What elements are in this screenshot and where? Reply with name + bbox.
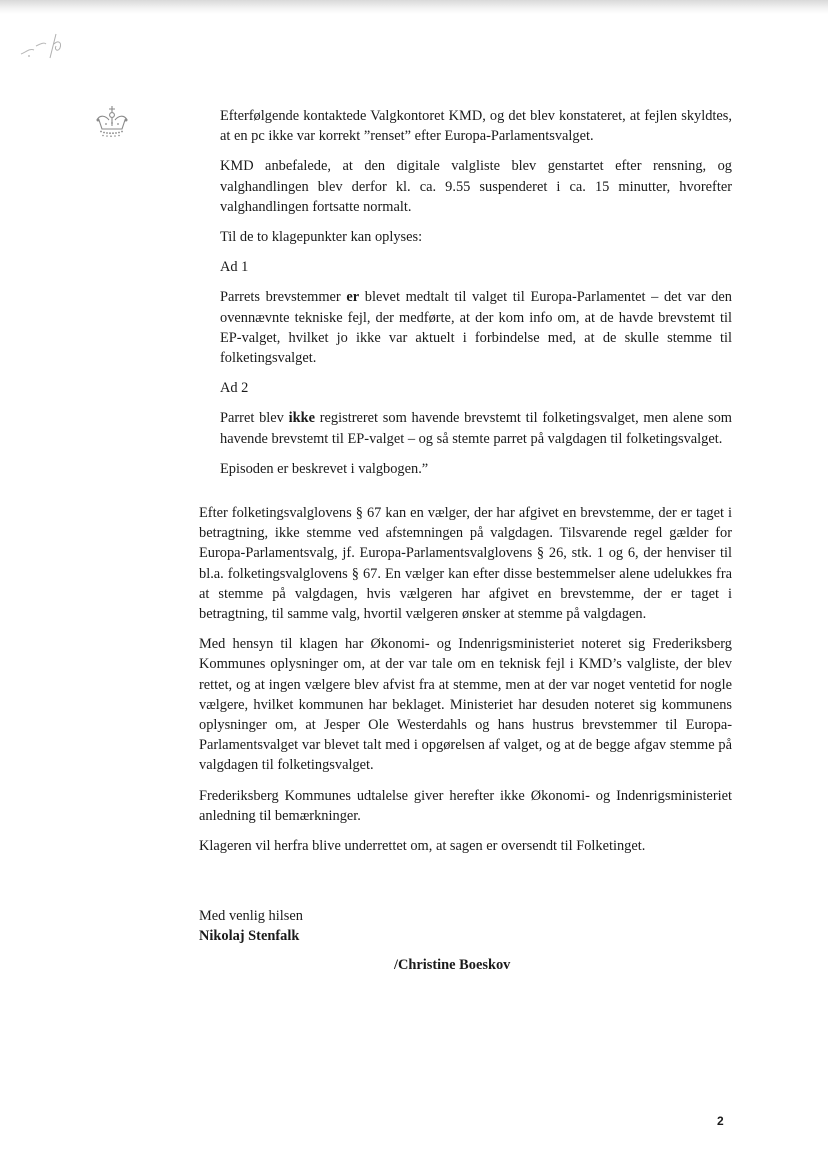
body-paragraph: Med hensyn til klagen har Økonomi- og Indenrigsministeriet noteret sig Frederiksberg Kommunes oplysninger om, at der var tale om en teknisk fejl i KMD’s valgliste, der blev rettet, og at ingen vælgere blev afvist fra at stemme, men at der var noget ventetid for nogle vælgere, hvilket kommunen har beklaget. Ministeriet har desuden noteret sig kommunens oplysninger om, at Jesper Ole Westerdahls og hans hustrus brevstemmer til Europa-Parlamentsvalget var blevet talt med i opgørelsen af valget, og at de begge afgav stemme på valgdagen til folketingsvalget. xyxy=(199,636,732,774)
signer-name: Nikolaj Stenfalk xyxy=(199,928,300,945)
scan-top-edge xyxy=(0,0,828,14)
body-paragraph: Klageren vil herfra blive underrettet om, at sagen er oversendt til Folketinget. xyxy=(199,838,646,855)
body-paragraph: Frederiksberg Kommunes udtalelse giver herefter ikke Økonomi- og Indenrigsministeriet anledning til bemærkninger. xyxy=(199,787,732,824)
quoted-municipality-statement xyxy=(220,106,732,489)
closing-greeting: Med venlig hilsen xyxy=(199,908,303,924)
letter-closing xyxy=(199,906,303,946)
quote-paragraph: Episoden er beskrevet i valgbogen.” xyxy=(220,460,429,477)
emphasis: er xyxy=(346,289,360,306)
quote-paragraph: Parrets brevstemmer er blevet medtalt til valget til Europa-Parlamentet – det var den ovennævnte tekniske fejl, der medførte, at der kom info om, at de havde brevstemt til EP-valget, hvilket jo ikke var aktuelt i forbindelse med, at de skulle stemme til folketingsvalget. xyxy=(220,289,732,367)
quote-paragraph: Parret blev ikke registreret som havende brevstemt til folketingsvalget, men alene som havende brevstemt til EP-valget – og så stemte parret på valgdagen til folketingsvalget. xyxy=(220,410,732,447)
body-paragraph: Efter folketingsvalglovens § 67 kan en vælger, der har afgivet en brevstemme, der er taget i betragtning, ikke stemme ved afstemningen på valgdagen. Tilsvarende regel gælder for Europa-Parlamentsvalg, jf. Europa-Parlamentsvalglovens § 26, stk. 1 og 6, der henviser til bl.a. folketingsvalglovens § 67. En vælger kan efter disse bestemmelser alene udelukkes fra at stemme på valgdagen, hvis vælgeren har afgivet en brevstemme, der er taget i betragtning, til samme valg, hvortil vælgeren ønsker at stemme på valgdagen. xyxy=(199,505,732,623)
section-heading-ad-2: Ad 2 xyxy=(220,380,249,397)
quote-paragraph: Til de to klagepunkter kan oplyses: xyxy=(220,229,423,246)
handwritten-mark-icon xyxy=(18,28,68,62)
cosigner-name: /Christine Boeskov xyxy=(394,957,511,973)
page-number: 2 xyxy=(717,1114,724,1128)
quote-paragraph: Efterfølgende kontaktede Valgkontoret KMD, og det blev konstateret, at fejlen skyldtes, at en pc ikke var korrekt ”renset” efter Europa-Parlamentsvalget. xyxy=(220,108,732,145)
section-heading-ad-1: Ad 1 xyxy=(220,259,249,276)
royal-crown-icon xyxy=(92,104,132,138)
quote-paragraph: KMD anbefalede, at den digitale valgliste blev genstartet efter rensning, og valghandlingen blev derfor kl. ca. 9.55 suspenderet i ca. 15 minutter, hvorefter valghandlingen fortsatte normalt. xyxy=(220,158,732,215)
emphasis: ikke xyxy=(288,410,315,427)
letter-body xyxy=(199,503,732,866)
